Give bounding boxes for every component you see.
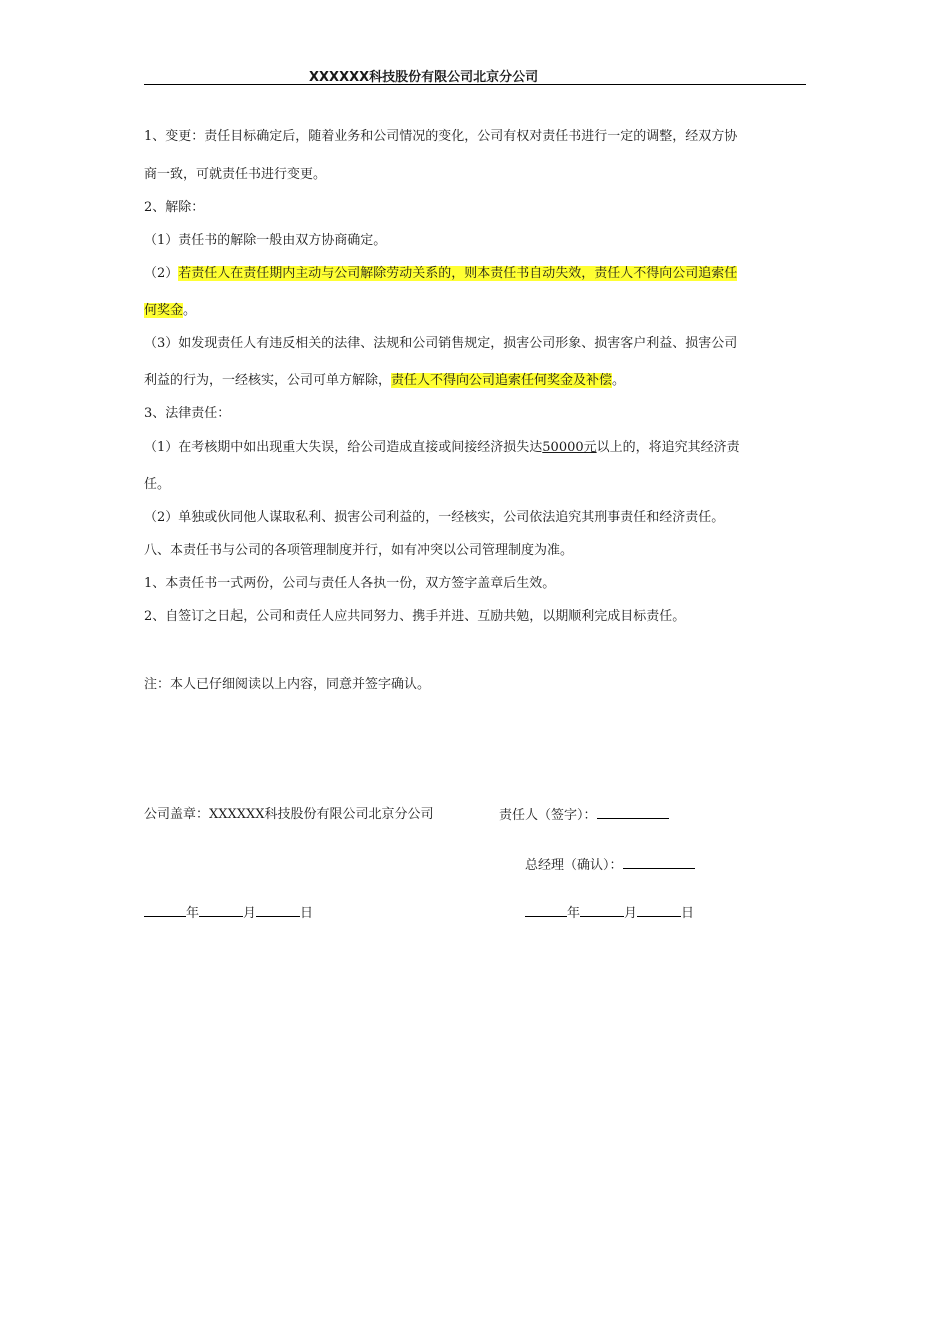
responsible-signature [499,806,669,825]
item-number: （2） [144,266,179,281]
day-label: 日 [681,906,695,921]
clause-termination-heading: 2、解除： [144,200,205,215]
year-label: 年 [186,906,200,921]
responsible-label: 责任人（签字）： [499,808,597,823]
termination-item-3-line-1: （3）如发现责任人有违反相关的法律、法规和公司销售规定，损害公司形象、损害客户利益、损害公司 [144,336,738,351]
year-label: 年 [567,906,581,921]
highlighted-text: 责任人不得向公司追索任何奖金及补偿 [391,373,613,388]
date-blank [256,904,300,917]
plain-text: 以上的，将追究其经济责 [596,440,740,455]
month-label: 月 [243,906,257,921]
termination-item-3-line-2 [144,372,808,390]
liability-item-2: （2）单独或伙同他人谋取私利、损害公司利益的，一经核实，公司依法追究其刑事责任和经济责任。 [144,510,725,525]
manager-label: 总经理（确认）： [525,858,623,873]
manager-confirmation [525,856,695,875]
termination-item-1: （1）责任书的解除一般由双方协商确定。 [144,233,387,248]
clause-eight: 八、本责任书与公司的各项管理制度并行，如有冲突以公司管理制度为准。 [144,543,574,558]
loss-amount: 50000元 [542,440,597,455]
date-blank [199,904,243,917]
punctuation: 。 [612,373,626,388]
clause-eight-item-2: 2、自签订之日起，公司和责任人应共同努力、携手并进、互励共勉，以期顺利完成目标责任。 [144,609,686,624]
date-blank [637,904,681,917]
liability-item-1-line-1 [144,439,808,457]
liability-item-1-line-2: 任。 [144,477,171,492]
signature-blank [623,856,695,869]
highlighted-text: 若责任人在责任期内主动与公司解除劳动关系的，则本责任书自动失效，责任人不得向公司追索任 [178,266,738,281]
date-blank [525,904,567,917]
plain-text: （1）在考核期中如出现重大失误，给公司造成直接或间接经济损失达 [144,440,543,455]
signature-blank [597,806,669,819]
company-date [144,904,313,923]
header-title: XXXXXX科技股份有限公司北京分公司 [309,70,539,85]
clause-liability-heading: 3、法律责任： [144,406,231,421]
plain-text: 利益的行为，一经核实，公司可单方解除， [144,373,392,388]
day-label: 日 [300,906,314,921]
company-stamp-label: 公司盖章：XXXXXX科技股份有限公司北京分公司 [144,807,434,822]
month-label: 月 [624,906,638,921]
termination-item-2-line-1 [144,265,808,283]
header-rule [144,84,806,85]
clause-change-line-1: 1、变更：责任目标确定后，随着业务和公司情况的变化，公司有权对责任书进行一定的调整，经双方协 [144,129,738,144]
date-blank [144,904,186,917]
highlighted-text: 何奖金 [144,303,184,318]
termination-item-2-line-2 [144,302,808,320]
responsible-date [525,904,694,923]
acknowledgement-note: 注：本人已仔细阅读以上内容，同意并签字确认。 [144,677,431,692]
punctuation: 。 [183,303,197,318]
date-blank [580,904,624,917]
clause-eight-item-1: 1、本责任书一式两份，公司与责任人各执一份，双方签字盖章后生效。 [144,576,556,591]
clause-change-line-2: 商一致，可就责任书进行变更。 [144,167,327,182]
